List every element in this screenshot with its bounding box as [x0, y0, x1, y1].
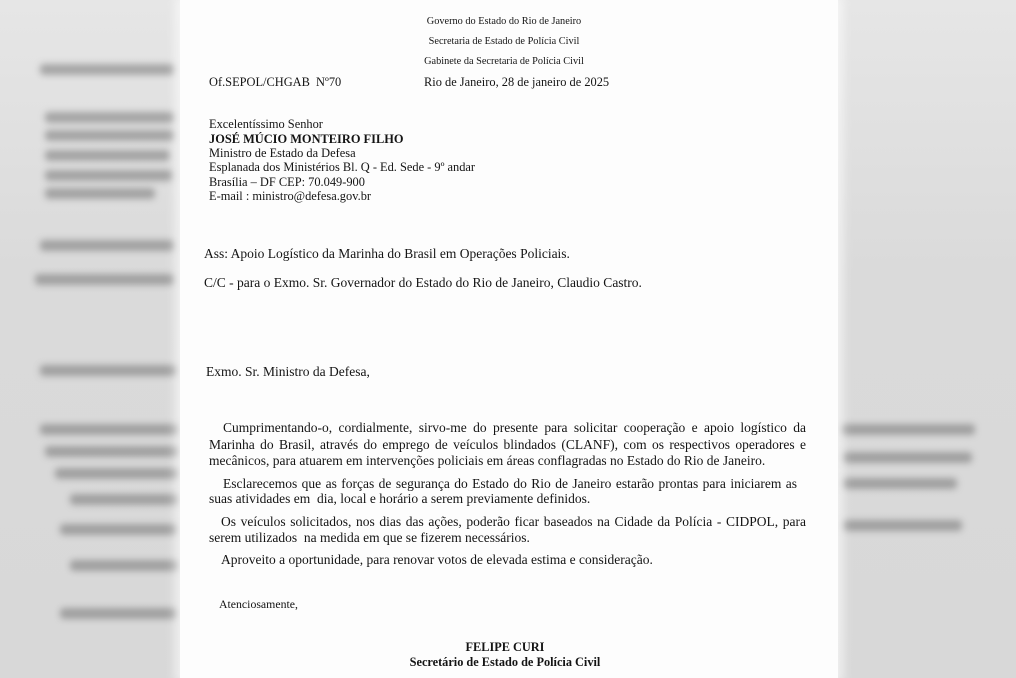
blurred-background-line [840, 424, 975, 435]
paragraph-line: Esclarecemos que as forças de segurança do Estado do Rio de Janeiro estarão prontas para iniciarem as [223, 476, 797, 491]
blurred-background-line [60, 608, 178, 619]
letterhead-cabinet: Gabinete da Secretaria de Polícia Civil [424, 56, 584, 67]
blurred-background-line [60, 524, 178, 535]
letter-page [180, 0, 838, 678]
blurred-background-line [40, 64, 175, 75]
blurred-background-line [842, 452, 972, 463]
paragraph-line: suas atividades em dia, local e horário a serem previamente definidos. [209, 491, 591, 506]
blurred-background-line [45, 446, 180, 457]
blurred-background-line [40, 424, 180, 435]
paragraph-line: Cumprimentando-o, cordialmente, sirvo-me do presente para solicitar cooperação e apoio logístico da [223, 420, 806, 435]
office-reference-number: Of.SEPOL/CHGAB Nº70 [209, 75, 342, 89]
subject-line: Ass: Apoio Logístico da Marinha do Brasil em Operações Policiais. [204, 246, 570, 261]
letter-greeting: Exmo. Sr. Ministro da Defesa, [206, 364, 370, 379]
blurred-background-line [45, 188, 155, 199]
signature-name: FELIPE CURI [465, 640, 545, 654]
blurred-background-line [40, 240, 175, 251]
blurred-background-line [35, 274, 175, 285]
signature-role: Secretário de Estado de Polícia Civil [409, 655, 601, 669]
recipient-title: Ministro de Estado da Defesa [209, 146, 356, 160]
blurred-background-line [842, 520, 962, 531]
blurred-background-line [45, 130, 175, 141]
carbon-copy-line: C/C - para o Exmo. Sr. Governador do Estado do Rio de Janeiro, Claudio Castro. [204, 275, 642, 290]
blurred-background-line [40, 365, 178, 376]
blurred-background-line [55, 468, 180, 479]
recipient-name: JOSÉ MÚCIO MONTEIRO FILHO [209, 132, 404, 146]
paragraph-line: Os veículos solicitados, nos dias das ações, poderão ficar baseados na Cidade da Polícia - CIDPOL, para [221, 514, 806, 529]
blurred-background-line [842, 478, 957, 489]
paragraph-line: Aproveito a oportunidade, para renovar votos de elevada estima e consideração. [221, 552, 653, 567]
closing-text: Atenciosamente, [219, 597, 298, 611]
recipient-email: E-mail : ministro@defesa.gov.br [209, 189, 372, 203]
recipient-address: Esplanada dos Ministérios Bl. Q - Ed. Sede - 9º andar [209, 160, 476, 174]
blurred-background-line [70, 560, 180, 571]
blurred-background-line [45, 112, 175, 123]
paragraph-line: Marinha do Brasil, através do emprego de veículos blindados (CLANF), com os respectivos operadores e [209, 437, 806, 452]
place-and-date: Rio de Janeiro, 28 de janeiro de 2025 [424, 75, 610, 89]
blurred-background-line [45, 170, 173, 181]
letterhead-government: Governo do Estado do Rio de Janeiro [426, 16, 582, 27]
blurred-background-line [70, 494, 180, 505]
recipient-city-cep: Brasília – DF CEP: 70.049-900 [209, 175, 365, 189]
paragraph-line: serem utilizados na medida em que se fizerem necessários. [209, 530, 530, 545]
letterhead-secretariat: Secretaria de Estado de Polícia Civil [428, 36, 580, 47]
blurred-background-line [45, 150, 170, 161]
recipient-salutation: Excelentíssimo Senhor [209, 117, 323, 131]
paragraph-line: mecânicos, para atuarem em intervenções policiais em áreas conflagradas no Estado do Rio de Janeiro. [209, 453, 766, 468]
